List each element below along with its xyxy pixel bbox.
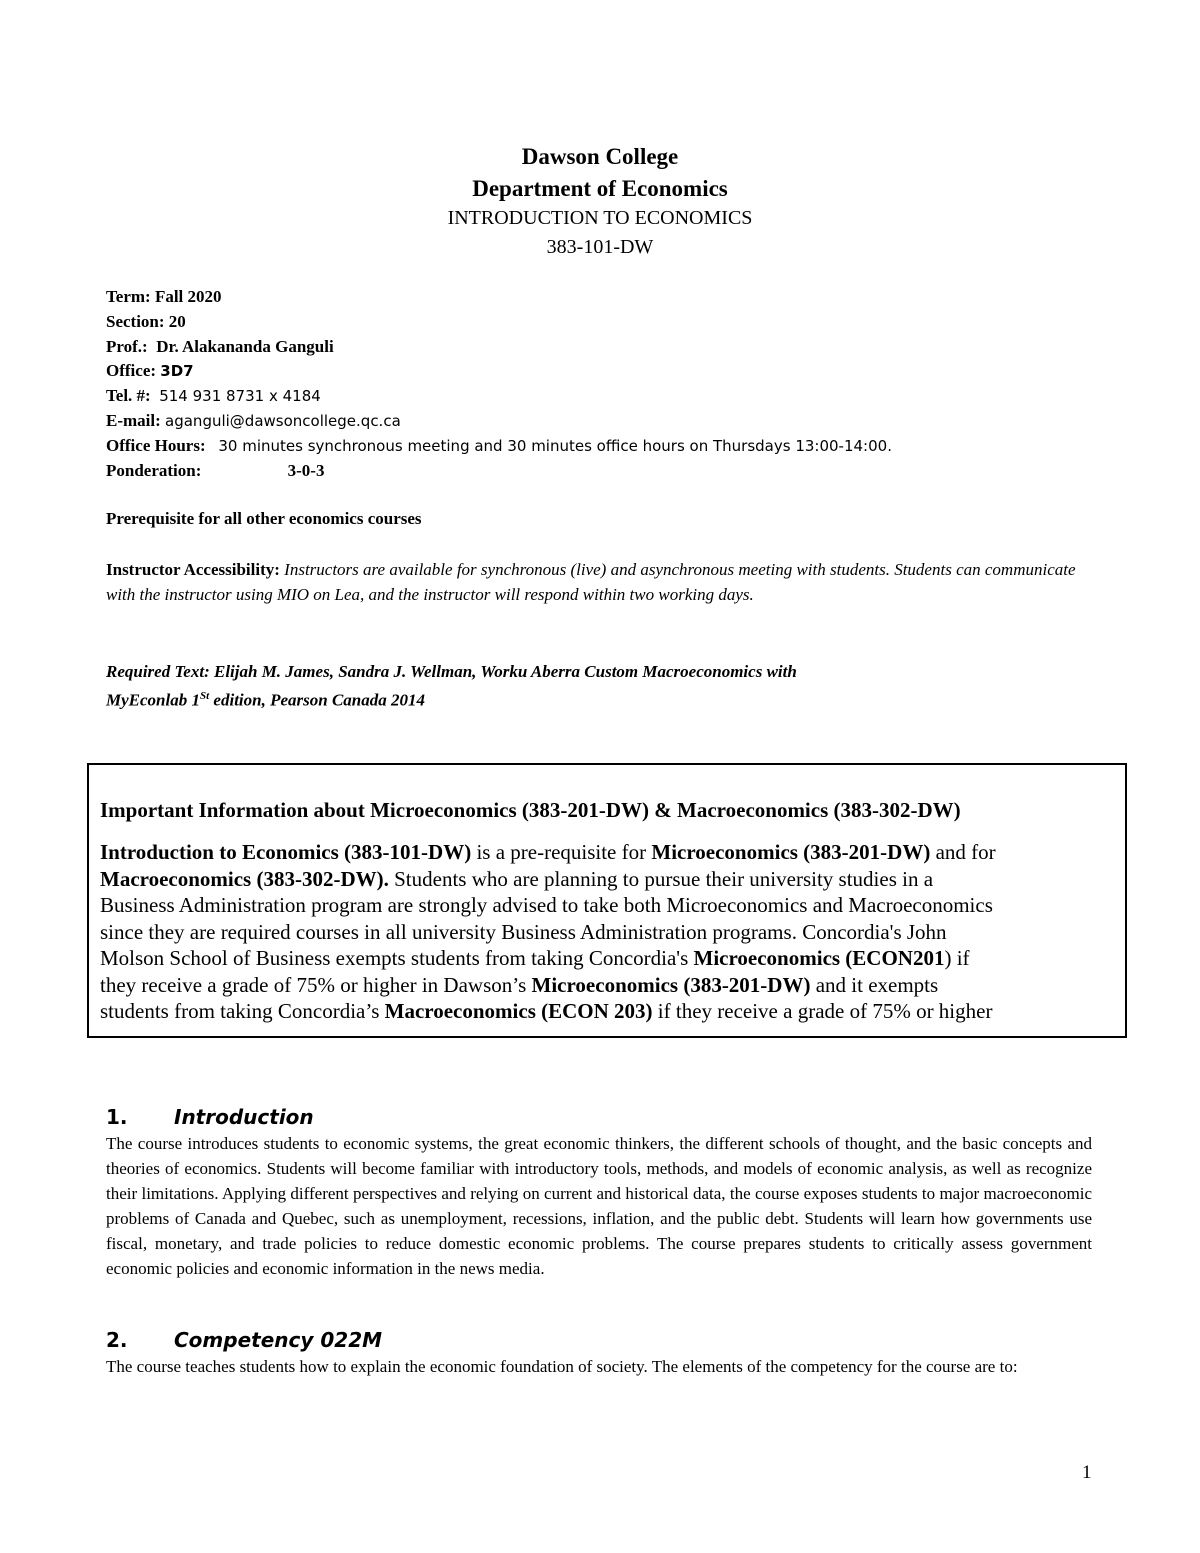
ponderation-label: Ponderation:: [106, 461, 202, 480]
prof-label: Prof.:: [106, 337, 148, 356]
office-hours-label: Office Hours:: [106, 436, 206, 455]
office-hours-line: [106, 434, 892, 458]
page-number: 1: [1082, 1462, 1092, 1483]
term-value: Fall 2020: [154, 287, 222, 306]
email-line: [106, 409, 401, 433]
ponderation-line: [106, 459, 324, 483]
tel-label: Tel. #:: [106, 386, 151, 405]
email-label: E-mail:: [106, 411, 161, 430]
office-label: Office:: [106, 361, 157, 380]
instructor-accessibility: [106, 557, 1086, 607]
office-hours-value: 30 minutes synchronous meeting and 30 minutes office hours on Thursdays 13:00-14:00.: [218, 437, 892, 455]
accessibility-label: Instructor Accessibility:: [106, 560, 280, 579]
box-line: Molson School of Business exempts students from taking Concordia's Microeconomics (ECON201) if: [100, 946, 970, 970]
term-line: [106, 285, 222, 309]
term-label: Term:: [106, 287, 151, 306]
accessibility-text: Instructors are available for synchronous (live) and asynchronous meeting with students. Students can communicate with the instructor using MIO on Lea, and the instructor will respond within two working days.: [106, 560, 1076, 604]
office-line: [106, 359, 194, 383]
important-info-title: Important Information about Microeconomics (383-201-DW) & Macroeconomics (383-302-DW): [100, 798, 961, 822]
prof-line: [106, 335, 334, 359]
box-line: Introduction to Economics (383-101-DW) is a pre-requisite for Microeconomics (383-201-DW) and for: [100, 840, 996, 864]
box-line: since they are required courses in all university Business Administration programs. Concordia's John: [100, 919, 947, 944]
office-value: 3D7: [160, 362, 194, 380]
required-text-line2: MyEconlab 1St edition, Pearson Canada 2014: [106, 690, 426, 710]
section-heading-introduction: 1. Introduction: [106, 1105, 314, 1129]
competency-paragraph: The course teaches students how to explain the economic foundation of society. The elements of the competency for the course are to:: [106, 1357, 1018, 1376]
college-name: Dawson College: [521, 144, 679, 169]
required-text-line1: Required Text: Elijah M. James, Sandra J. Wellman, Worku Aberra Custom Macroeconomics with: [106, 662, 797, 681]
box-line: Macroeconomics (383-302-DW). Students who are planning to pursue their university studies in a: [100, 866, 934, 891]
tel-value: 514 931 8731 x 4184: [159, 387, 321, 405]
introduction-paragraph: The course introduces students to economic systems, the great economic thinkers, the different schools of thought, and the basic concepts and theories of economics. Students will become familiar with introductory tools, methods, and models of economic analysis, as well as recognize their limitations. Applying different perspectives and relying on current and historical data, the course exposes students to major macroeconomic problems of Canada and Quebec, such as unemployment, recessions, inflation, and the public debt. Students will learn how governments use fiscal, monetary, and trade policies to reduce domestic economic problems. The course prepares students to critically assess government economic policies and economic information in the news media.: [106, 1134, 1092, 1278]
box-line: Business Administration program are strongly advised to take both Microeconomics and Macroeconomics: [100, 893, 993, 917]
section-value: 20: [168, 312, 186, 331]
course-code: 383-101-DW: [546, 236, 654, 258]
prof-value: Dr. Alakananda Ganguli: [156, 337, 334, 356]
box-line: students from taking Concordia’s Macroeconomics (ECON 203) if they receive a grade of 75% or higher: [100, 999, 993, 1023]
box-line: they receive a grade of 75% or higher in Dawson’s Microeconomics (383-201-DW) and it exempts: [100, 972, 939, 997]
tel-line: [106, 384, 321, 408]
section-line: [106, 310, 186, 334]
department-name: Department of Economics: [472, 176, 728, 201]
required-text: [106, 659, 1086, 713]
important-info-body: [100, 839, 1120, 1025]
section-label: Section:: [106, 312, 165, 331]
ponderation-value: 3-0-3: [287, 461, 325, 480]
prerequisite-note: Prerequisite for all other economics courses: [106, 509, 422, 528]
section-heading-competency: 2. Competency 022M: [106, 1328, 383, 1352]
email-value[interactable]: aganguli@dawsoncollege.qc.ca: [165, 412, 401, 430]
course-title: INTRODUCTION TO ECONOMICS: [447, 207, 753, 229]
